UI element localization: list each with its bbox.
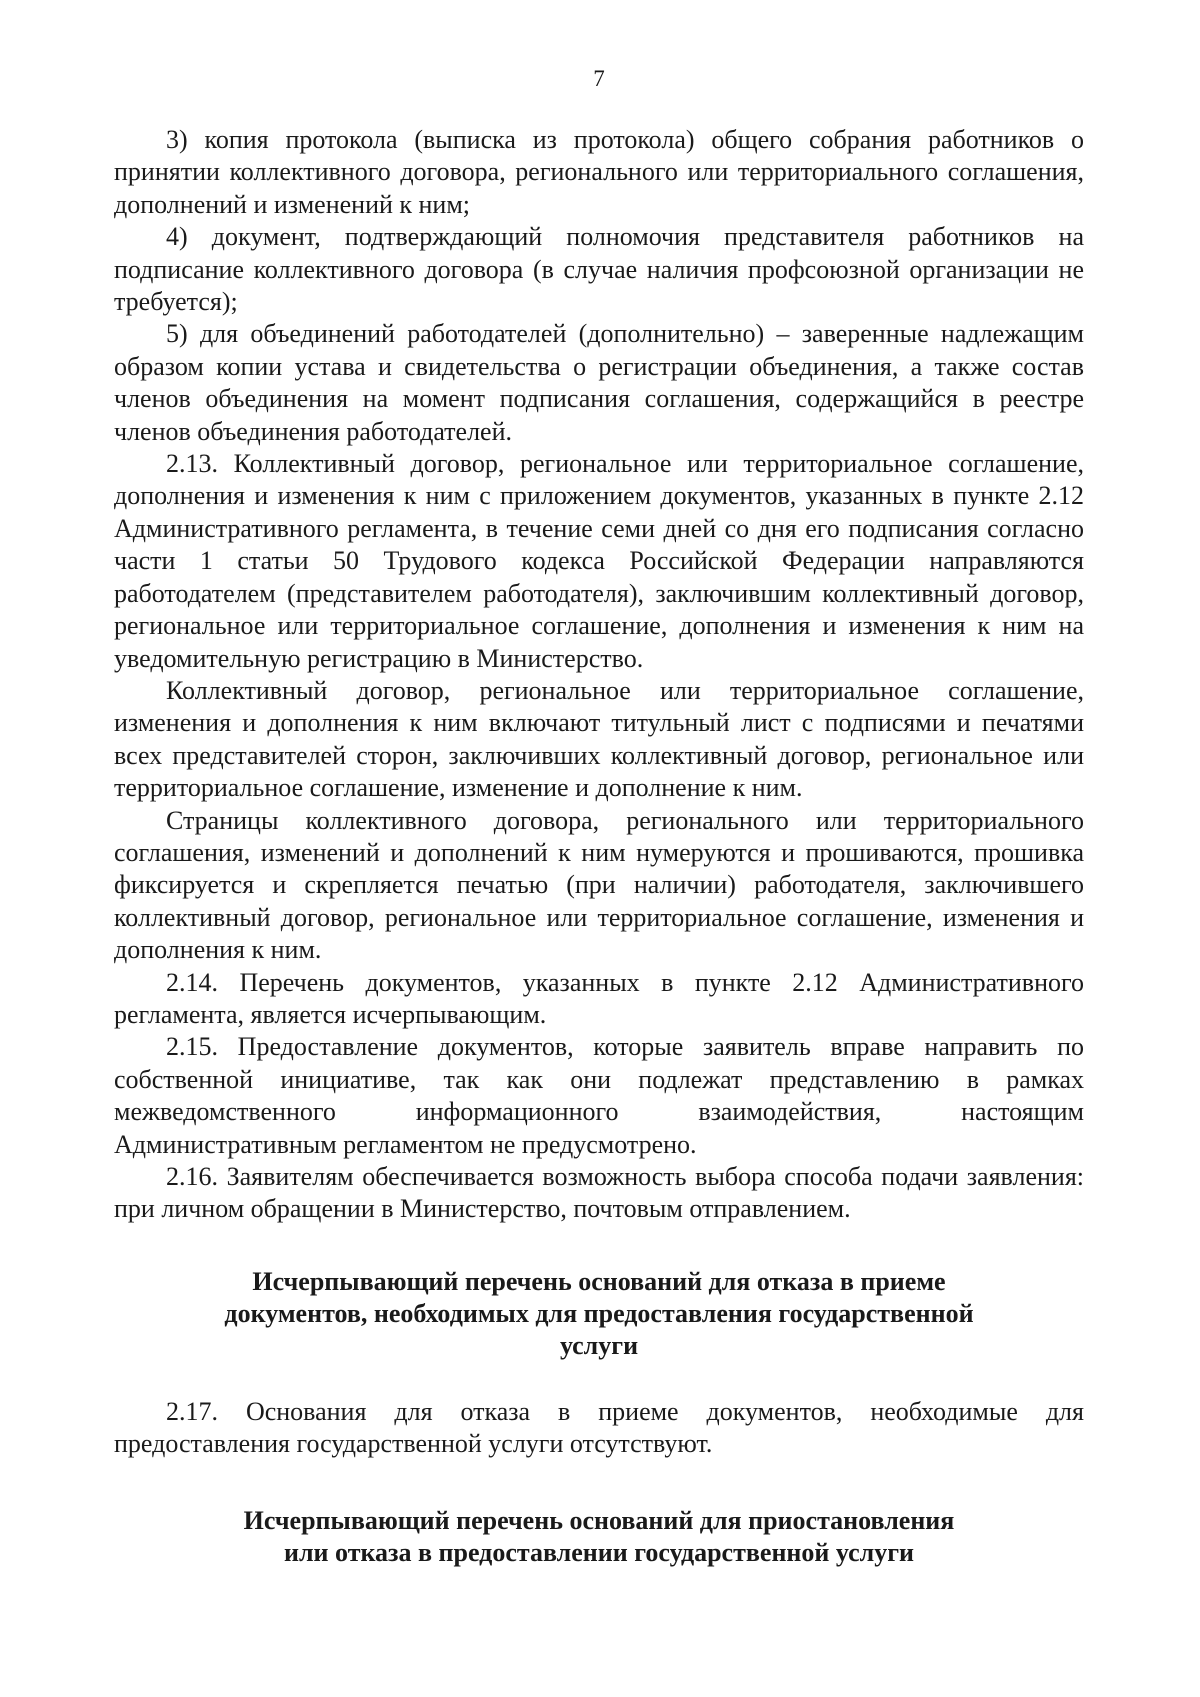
heading-line: документов, необходимых для предоставления государственной: [224, 1298, 974, 1328]
paragraph-item-5: 5) для объединений работодателей (дополнительно) – заверенные надлежащим образом копии устава и свидетельства о регистрации объединения, а также состав членов объединения на момент подписания соглашения, содержащийся в реестре членов объединения работодателей.: [114, 319, 1084, 446]
paragraph-2-15: 2.15. Предоставление документов, которые заявитель вправе направить по собственной инициативе, так как они подлежат представлению в рамках межведомственного информационного взаимодействия, настоящим Административным регламентом не предусмотрено.: [114, 1032, 1084, 1159]
paragraph-2-14: 2.14. Перечень документов, указанных в пункте 2.12 Административного регламента, является исчерпывающим.: [114, 967, 1084, 1029]
heading-line: Исчерпывающий перечень оснований для отказа в приеме: [252, 1266, 946, 1296]
document-page: [114, 64, 1084, 1569]
paragraph-2-17: 2.17. Основания для отказа в приеме документов, необходимые для предоставления государственной услуги отсутствуют.: [114, 1396, 1084, 1459]
paragraph-2-13: 2.13. Коллективный договор, региональное или территориальное соглашение, дополнения и изменения к ним с приложением документов, указанных в пункте 2.12 Административного регламента, в течение семи дней со дня его подписания согласно части 1 статьи 50 Трудового кодекса Российской Федерации направляются работодателем (представителем работодателя), заключившим коллективный договор, региональное или территориальное соглашение, дополнения и изменения к ним на уведомительную регистрацию в Министерство.: [114, 449, 1084, 673]
paragraph-2-16: 2.16. Заявителям обеспечивается возможность выбора способа подачи заявления: при личном обращении в Министерство, почтовым отправлением.: [114, 1162, 1084, 1224]
section-heading-suspension-refusal: [114, 1505, 1084, 1569]
section-heading-refusal-acceptance: [114, 1266, 1084, 1362]
paragraph-item-4: 4) документ, подтверждающий полномочия представителя работников на подписание коллективного договора (в случае наличия профсоюзной организации не требуется);: [114, 222, 1084, 317]
heading-line: услуги: [559, 1330, 639, 1360]
heading-line: Исчерпывающий перечень оснований для приостановления: [243, 1505, 955, 1535]
page-number: 7: [593, 66, 605, 91]
paragraph-2-13-title-page: Коллективный договор, региональное или территориальное соглашение, изменения и дополнения к ним включают титульный лист с подписями и печатями всех представителей сторон, заключивших коллективный договор, региональное или территориальное соглашение, изменение и дополнение к ним.: [114, 675, 1084, 803]
paragraph-item-3: 3) копия протокола (выписка из протокола) общего собрания работников о принятии коллективного договора, регионального или территориального соглашения, дополнений и изменений к ним;: [114, 125, 1084, 219]
paragraph-2-13-pages: Страницы коллективного договора, регионального или территориального соглашения, изменений и дополнений к ним нумеруются и прошиваются, прошивка фиксируется и скрепляется печатью (при наличии) работодателя, заключившего коллективный договор, региональное или территориальное соглашение, изменения и дополнения к ним.: [114, 805, 1084, 965]
heading-line: или отказа в предоставлении государственной услуги: [283, 1537, 915, 1567]
